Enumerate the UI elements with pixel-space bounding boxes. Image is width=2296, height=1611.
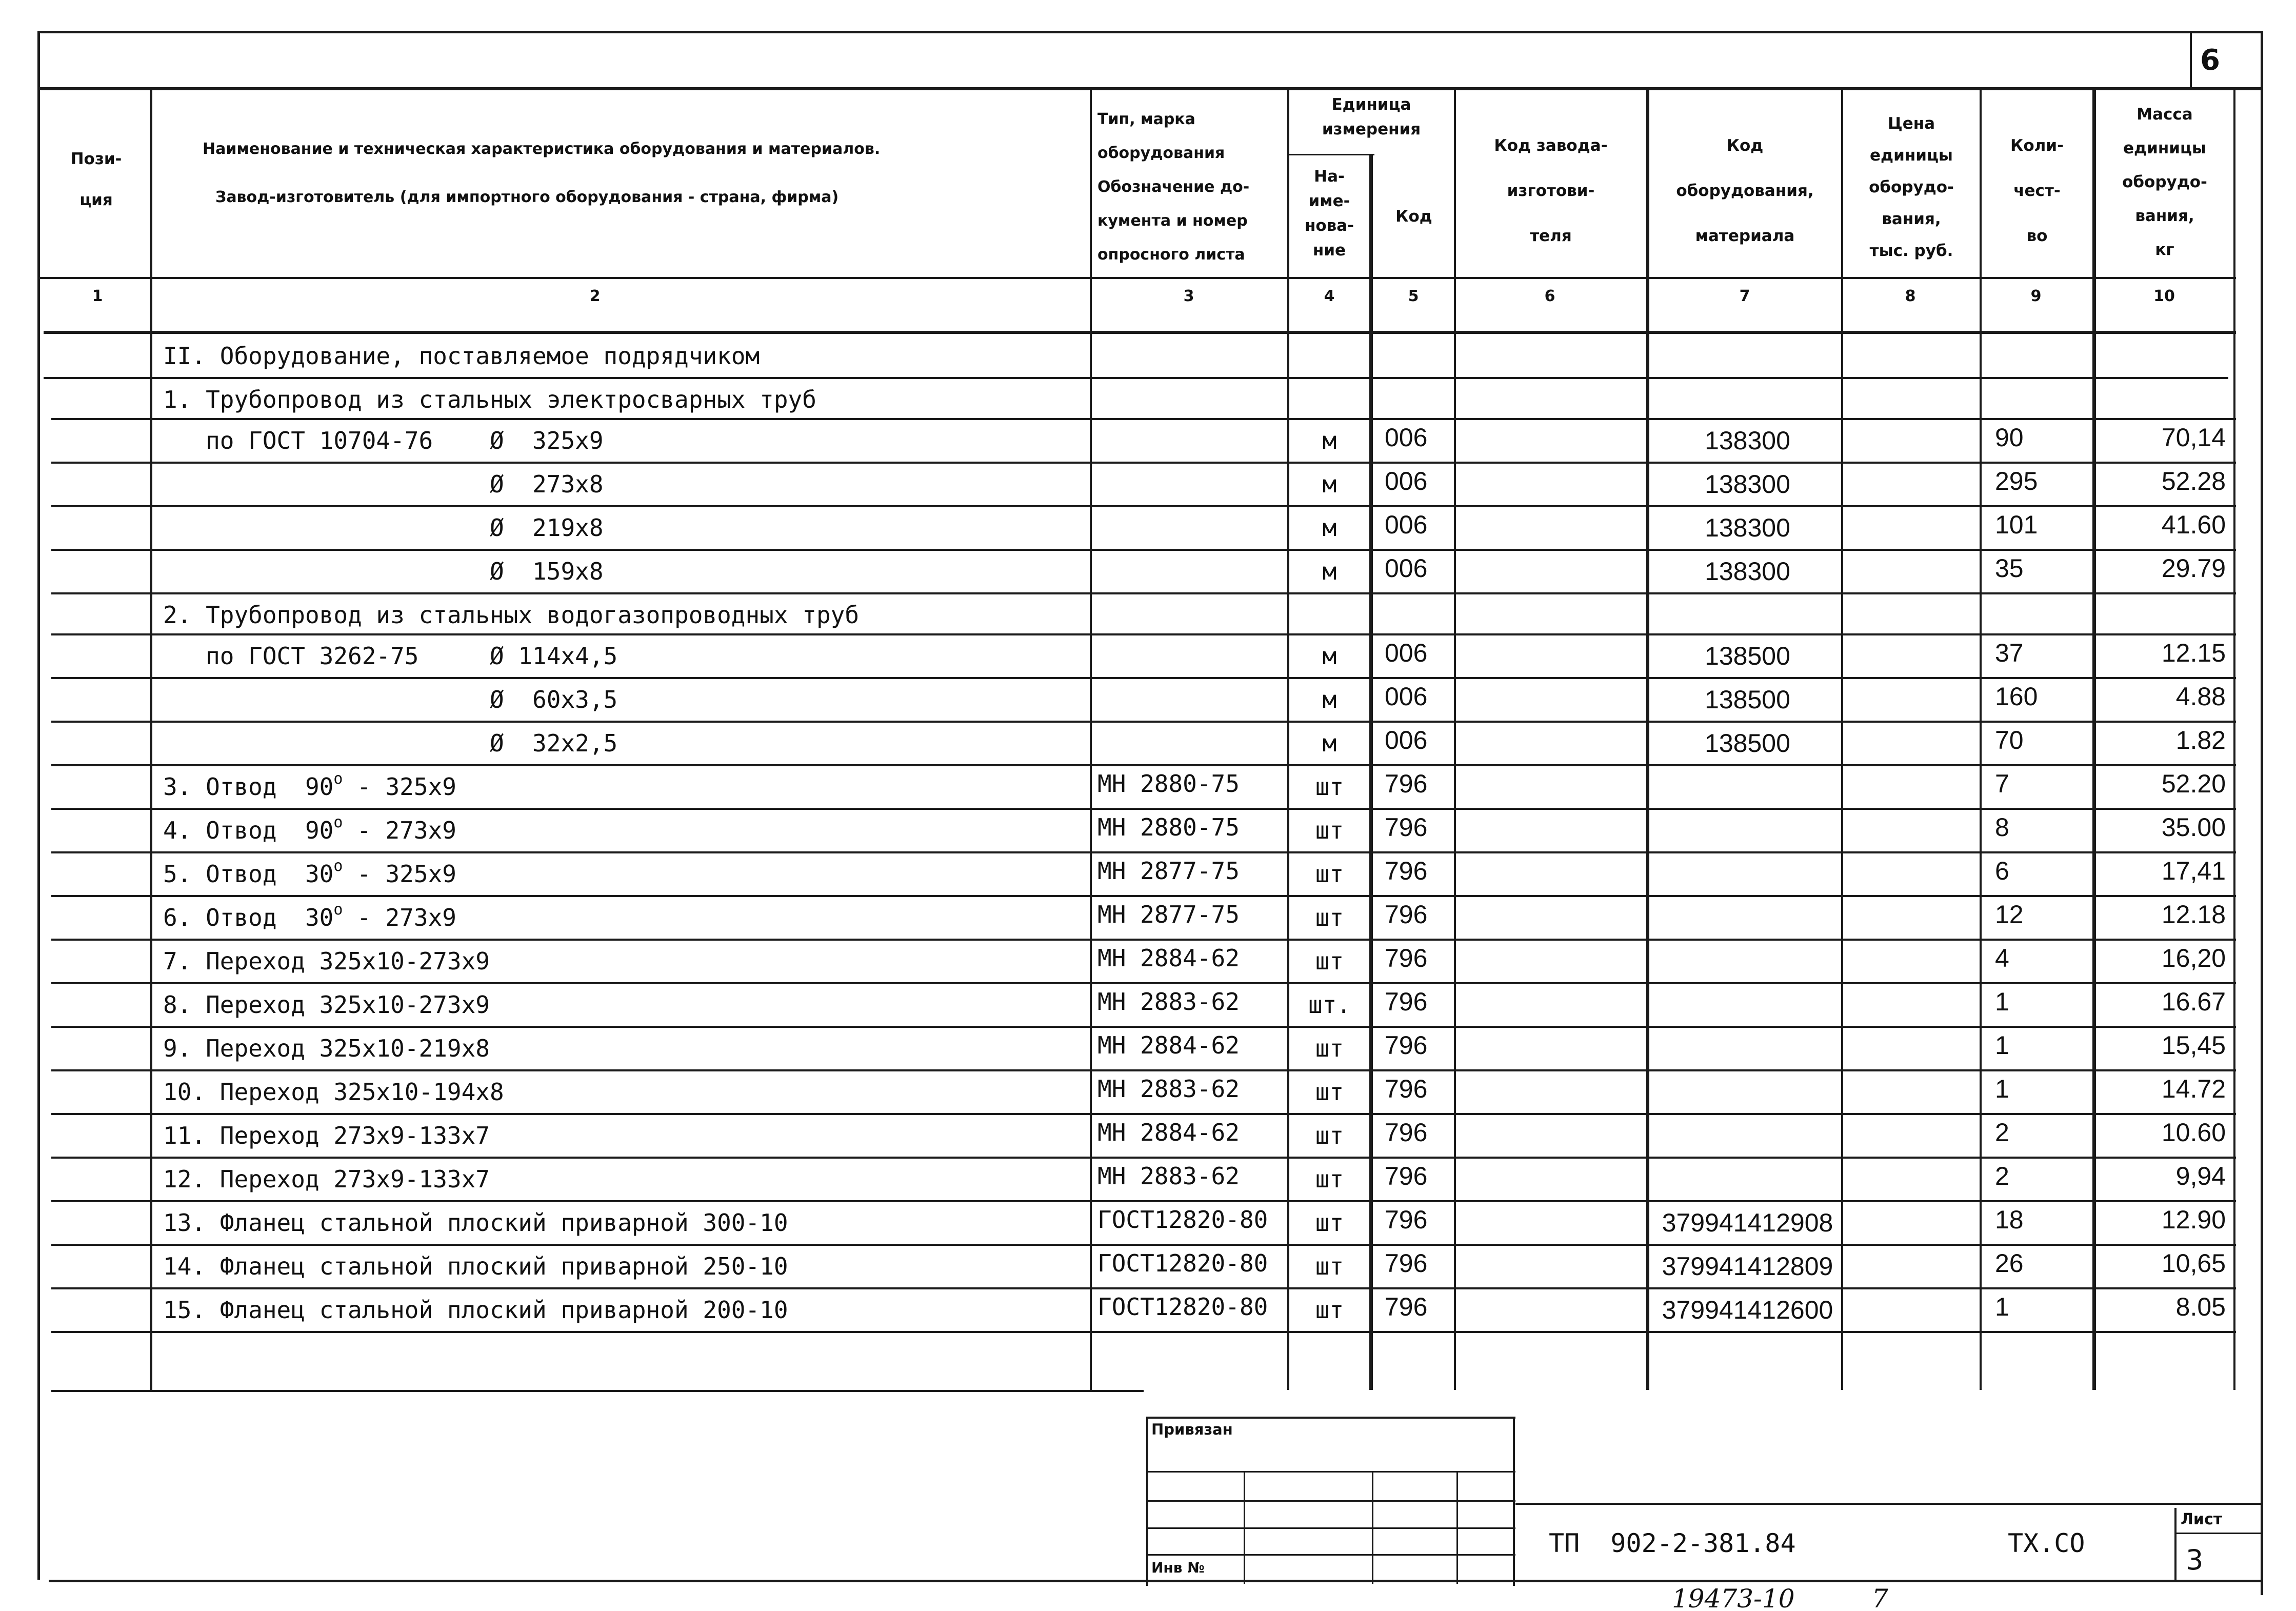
column-number: 4 — [1324, 287, 1335, 305]
item-document: МН 2883-62 — [1097, 1162, 1240, 1190]
item-unit: шт — [1315, 1252, 1344, 1280]
row-divider — [51, 1113, 2236, 1115]
item-quantity: 1 — [1995, 987, 2009, 1016]
frame-top — [37, 31, 2263, 33]
row-divider — [51, 418, 2236, 420]
item-name — [163, 1208, 788, 1237]
item-name — [163, 903, 456, 932]
item-quantity: 2 — [1995, 1162, 2009, 1190]
item-name-text: II. Оборудование, поставляемое подрядчиком — [163, 342, 760, 370]
item-name-text: Ø 32х2,5 — [163, 729, 618, 757]
degree-mark: о — [333, 770, 343, 788]
item-mass: 41.60 — [2161, 510, 2226, 539]
item-unit: шт — [1315, 1165, 1344, 1193]
item-quantity: 4 — [1995, 944, 2009, 972]
item-document: МН 2884-62 — [1097, 1031, 1240, 1059]
item-document: МН 2877-75 — [1097, 857, 1240, 885]
item-mass: 29.79 — [2161, 554, 2226, 583]
item-document: МН 2884-62 — [1097, 1119, 1240, 1146]
row-divider — [51, 808, 2236, 810]
header-top-line — [40, 87, 2263, 90]
row-divider — [51, 549, 2236, 551]
item-unit-code: 796 — [1385, 1249, 1428, 1278]
item-quantity: 1 — [1995, 1031, 2009, 1060]
item-name — [163, 1252, 788, 1281]
item-name — [163, 1078, 504, 1106]
item-name — [163, 557, 604, 586]
item-quantity: 1 — [1995, 1292, 2009, 1321]
item-mass: 8.05 — [2175, 1292, 2226, 1321]
item-name — [163, 642, 617, 670]
item-document: МН 2880-75 — [1097, 770, 1240, 798]
item-name — [163, 990, 490, 1019]
item-mass: 12.18 — [2161, 900, 2226, 929]
item-name — [163, 685, 617, 714]
item-quantity: 2 — [1995, 1118, 2009, 1147]
item-quantity: 1 — [1995, 1075, 2009, 1103]
row-divider — [51, 592, 2236, 594]
item-document: ГОСТ12820-80 — [1097, 1249, 1268, 1277]
item-unit-code: 796 — [1385, 1075, 1428, 1103]
header-doc: Тип, марка оборудования Обозначение до- кумента и номер опросного листа — [1097, 110, 1250, 264]
item-name-text: Ø 273х8 — [163, 470, 604, 498]
item-name-text: 10. Переход 325х10-194х8 — [163, 1078, 504, 1106]
row-divider — [44, 377, 2228, 379]
item-name — [163, 342, 760, 370]
item-document: МН 2880-75 — [1097, 813, 1240, 841]
degree-mark: о — [333, 813, 343, 831]
item-unit-code: 796 — [1385, 813, 1428, 842]
item-name — [163, 729, 617, 758]
row-divider — [51, 1200, 2236, 1202]
item-quantity: 12 — [1995, 900, 2024, 929]
row-divider — [51, 462, 2236, 464]
item-material-code: 379941412908 — [1662, 1208, 1833, 1237]
item-name-text: 6. Отвод 30 — [163, 904, 334, 931]
item-unit: шт — [1315, 1122, 1344, 1149]
item-unit-code: 796 — [1385, 944, 1428, 972]
item-mass: 17,41 — [2161, 857, 2226, 885]
row-divider — [51, 505, 2236, 507]
header-mass: Масса единицы оборудо- вания, кг — [2122, 105, 2207, 259]
item-unit-code: 796 — [1385, 1031, 1428, 1060]
item-quantity: 101 — [1995, 510, 2038, 539]
item-name-text: 8. Переход 325х10-273х9 — [163, 991, 490, 1019]
item-unit-code: 006 — [1385, 726, 1428, 754]
row-divider — [51, 982, 2236, 984]
item-document: МН 2883-62 — [1097, 988, 1240, 1016]
item-quantity: 160 — [1995, 682, 2038, 711]
row-divider — [51, 895, 2236, 897]
item-name-text: 7. Переход 325х10-273х9 — [163, 947, 490, 975]
item-quantity: 37 — [1995, 639, 2024, 667]
item-name-tail: - 325х9 — [343, 860, 456, 888]
item-unit-code: 796 — [1385, 1205, 1428, 1234]
frame-bottom — [49, 1580, 2263, 1582]
item-quantity: 90 — [1995, 423, 2024, 452]
stamp-mark: ТХ.СО — [2008, 1528, 2085, 1558]
item-unit: шт — [1315, 1209, 1344, 1237]
item-mass: 16,20 — [2161, 944, 2226, 972]
row-divider — [51, 1157, 2236, 1159]
item-name-text: 4. Отвод 90 — [163, 817, 334, 844]
item-unit-code: 796 — [1385, 987, 1428, 1016]
item-unit: шт — [1315, 947, 1344, 975]
item-mass: 14.72 — [2161, 1075, 2226, 1103]
item-material-code: 138300 — [1705, 513, 1790, 542]
header-unit-name: На- име- нова- ние — [1304, 167, 1354, 260]
item-quantity: 70 — [1995, 726, 2024, 754]
item-mass: 12.90 — [2161, 1205, 2226, 1234]
header-price: Цена единицы оборудо- вания, тыс. руб. — [1869, 114, 1954, 260]
item-name — [163, 947, 490, 976]
row-divider — [51, 1069, 2236, 1071]
item-mass: 52.28 — [2161, 467, 2226, 495]
row-divider — [51, 764, 2236, 766]
item-name-text: 1. Трубопровод из стальных электросварных труб — [163, 386, 816, 413]
item-quantity: 6 — [1995, 857, 2009, 885]
row-divider — [51, 1026, 2236, 1028]
item-mass: 1.82 — [2175, 726, 2226, 754]
item-mass: 9,94 — [2175, 1162, 2226, 1190]
column-number: 9 — [2030, 287, 2042, 305]
column-number: 3 — [1183, 287, 1194, 305]
item-name-text: Ø 60х3,5 — [163, 686, 618, 713]
column-number: 1 — [92, 287, 103, 305]
item-name — [163, 426, 604, 455]
item-material-code: 138500 — [1705, 642, 1790, 670]
item-name-text: 2. Трубопровод из стальных водогазопроводных труб — [163, 601, 860, 629]
frame-left — [37, 31, 40, 1580]
item-mass: 10.60 — [2161, 1118, 2226, 1147]
header-name-line1: Наименование и техническая характеристика оборудования и материалов. — [203, 140, 881, 158]
item-unit-code: 796 — [1385, 1292, 1428, 1321]
item-name-text: Ø 219х8 — [163, 514, 604, 542]
item-unit: м — [1322, 686, 1337, 713]
item-name — [163, 857, 456, 888]
item-unit-code: 006 — [1385, 510, 1428, 539]
item-name-text: 11. Переход 273х9-133х7 — [163, 1122, 490, 1149]
item-name — [163, 1034, 490, 1063]
item-unit-code: 796 — [1385, 1118, 1428, 1147]
item-material-code: 138300 — [1705, 470, 1790, 499]
item-mass: 16.67 — [2161, 987, 2226, 1016]
item-name — [163, 470, 604, 499]
row-divider — [51, 1287, 2236, 1289]
item-unit-code: 796 — [1385, 900, 1428, 929]
row-divider — [51, 851, 2236, 853]
item-name-text: по ГОСТ 3262-75 Ø 114х4,5 — [163, 642, 618, 670]
item-name — [163, 772, 456, 801]
item-unit-code: 006 — [1385, 682, 1428, 711]
item-name — [163, 1121, 490, 1150]
item-mass: 35.00 — [2161, 813, 2226, 842]
item-name — [163, 1165, 490, 1194]
stamp-inventory-label: Инв № — [1151, 1559, 1205, 1576]
row-divider — [51, 1331, 2236, 1333]
item-document: ГОСТ12820-80 — [1097, 1206, 1268, 1234]
item-quantity: 26 — [1995, 1249, 2024, 1278]
item-quantity: 35 — [1995, 554, 2024, 583]
column-number: 2 — [589, 287, 601, 305]
item-unit-code: 796 — [1385, 769, 1428, 798]
item-name-text: 3. Отвод 90 — [163, 773, 334, 801]
item-mass: 70,14 — [2161, 423, 2226, 452]
item-mass: 12.15 — [2161, 639, 2226, 667]
row-divider — [51, 1244, 2236, 1246]
item-name-text: 14. Фланец стальной плоский приварной 250-10 — [163, 1252, 788, 1280]
item-name-tail: - 273х9 — [343, 904, 456, 931]
item-material-code: 379941412809 — [1662, 1252, 1833, 1281]
item-quantity: 8 — [1995, 813, 2009, 842]
item-unit-code: 006 — [1385, 467, 1428, 495]
column-number: 10 — [2153, 287, 2175, 305]
item-name-text: по ГОСТ 10704-76 Ø 325х9 — [163, 427, 604, 454]
item-material-code: 138300 — [1705, 557, 1790, 586]
item-name — [163, 1296, 788, 1324]
item-document: МН 2877-75 — [1097, 901, 1240, 928]
item-document: МН 2884-62 — [1097, 944, 1240, 972]
stamp-document-code: ТП 902-2-381.84 — [1549, 1528, 1796, 1558]
item-name — [163, 813, 456, 845]
item-unit: шт — [1315, 1296, 1344, 1324]
degree-mark: о — [333, 901, 343, 919]
item-unit-code: 006 — [1385, 423, 1428, 452]
header-quantity: Коли- чест- во — [2010, 136, 2064, 245]
item-material-code: 138300 — [1705, 426, 1790, 455]
item-material-code: 138500 — [1705, 729, 1790, 758]
item-unit: м — [1322, 558, 1337, 585]
item-name — [163, 601, 859, 629]
item-unit: м — [1322, 729, 1337, 757]
header-position: Пози- ция — [70, 150, 122, 209]
item-quantity: 7 — [1995, 769, 2009, 798]
item-mass: 10,65 — [2161, 1249, 2226, 1278]
item-unit: шт — [1315, 904, 1344, 931]
item-unit: шт — [1315, 817, 1344, 844]
item-unit: шт — [1315, 773, 1344, 801]
page-number: 6 — [2200, 44, 2220, 77]
row-divider — [51, 633, 2236, 635]
item-quantity: 295 — [1995, 467, 2038, 495]
item-unit: шт — [1315, 860, 1344, 888]
item-name-tail: - 325х9 — [343, 773, 456, 801]
column-number: 8 — [1905, 287, 1916, 305]
item-name — [163, 513, 604, 542]
row-divider — [51, 939, 2236, 941]
item-unit-code: 006 — [1385, 554, 1428, 583]
item-document: ГОСТ12820-80 — [1097, 1293, 1268, 1321]
item-name-tail: - 273х9 — [343, 817, 456, 844]
item-unit: м — [1322, 470, 1337, 498]
item-unit: м — [1322, 514, 1337, 542]
item-material-code: 379941412600 — [1662, 1296, 1833, 1324]
item-mass: 4.88 — [2175, 682, 2226, 711]
column-number: 6 — [1544, 287, 1555, 305]
item-unit: шт — [1315, 1078, 1344, 1106]
item-mass: 15,45 — [2161, 1031, 2226, 1060]
item-mass: 52.20 — [2161, 769, 2226, 798]
item-name-text: 15. Фланец стальной плоский приварной 200-10 — [163, 1296, 788, 1324]
item-material-code: 138500 — [1705, 685, 1790, 714]
item-unit: шт. — [1308, 991, 1351, 1019]
frame-right — [2261, 31, 2263, 1595]
item-name-text: 13. Фланец стальной плоский приварной 300-10 — [163, 1209, 788, 1237]
row-divider — [51, 677, 2236, 679]
item-unit-code: 006 — [1385, 639, 1428, 667]
item-unit: шт — [1315, 1035, 1344, 1062]
stamp-sheet-number: 3 — [2186, 1544, 2204, 1576]
item-unit: м — [1322, 427, 1337, 454]
stamp-attached-label: Привязан — [1151, 1421, 1233, 1438]
handwritten-note: 19473-10 — [1672, 1584, 1795, 1611]
row-divider — [51, 721, 2236, 723]
item-name-text: 5. Отвод 30 — [163, 860, 334, 888]
item-unit-code: 796 — [1385, 1162, 1428, 1190]
item-name-text: 9. Переход 325х10-219х8 — [163, 1035, 490, 1062]
item-name-text: Ø 159х8 — [163, 558, 604, 585]
footer-page-number: 7 — [1872, 1584, 1888, 1611]
stamp-sheet-label: Лист — [2181, 1510, 2223, 1528]
header-unit-code: Код — [1395, 207, 1432, 226]
header-factory-code: Код завода- изготови- теля — [1494, 136, 1608, 245]
header-name-line2: Завод-изготовитель (для импортного оборудования - страна, фирма) — [215, 188, 839, 206]
item-unit-code: 796 — [1385, 857, 1428, 885]
item-document: МН 2883-62 — [1097, 1075, 1240, 1103]
header-material-code: Код оборудования, материала — [1676, 136, 1814, 245]
item-unit: м — [1322, 642, 1337, 670]
item-quantity: 18 — [1995, 1205, 2024, 1234]
item-name — [163, 385, 816, 414]
item-name-text: 12. Переход 273х9-133х7 — [163, 1165, 490, 1193]
column-number: 7 — [1739, 287, 1750, 305]
column-number: 5 — [1408, 287, 1419, 305]
header-unit-group: Единица измерения — [1322, 95, 1421, 138]
degree-mark: о — [333, 857, 343, 875]
